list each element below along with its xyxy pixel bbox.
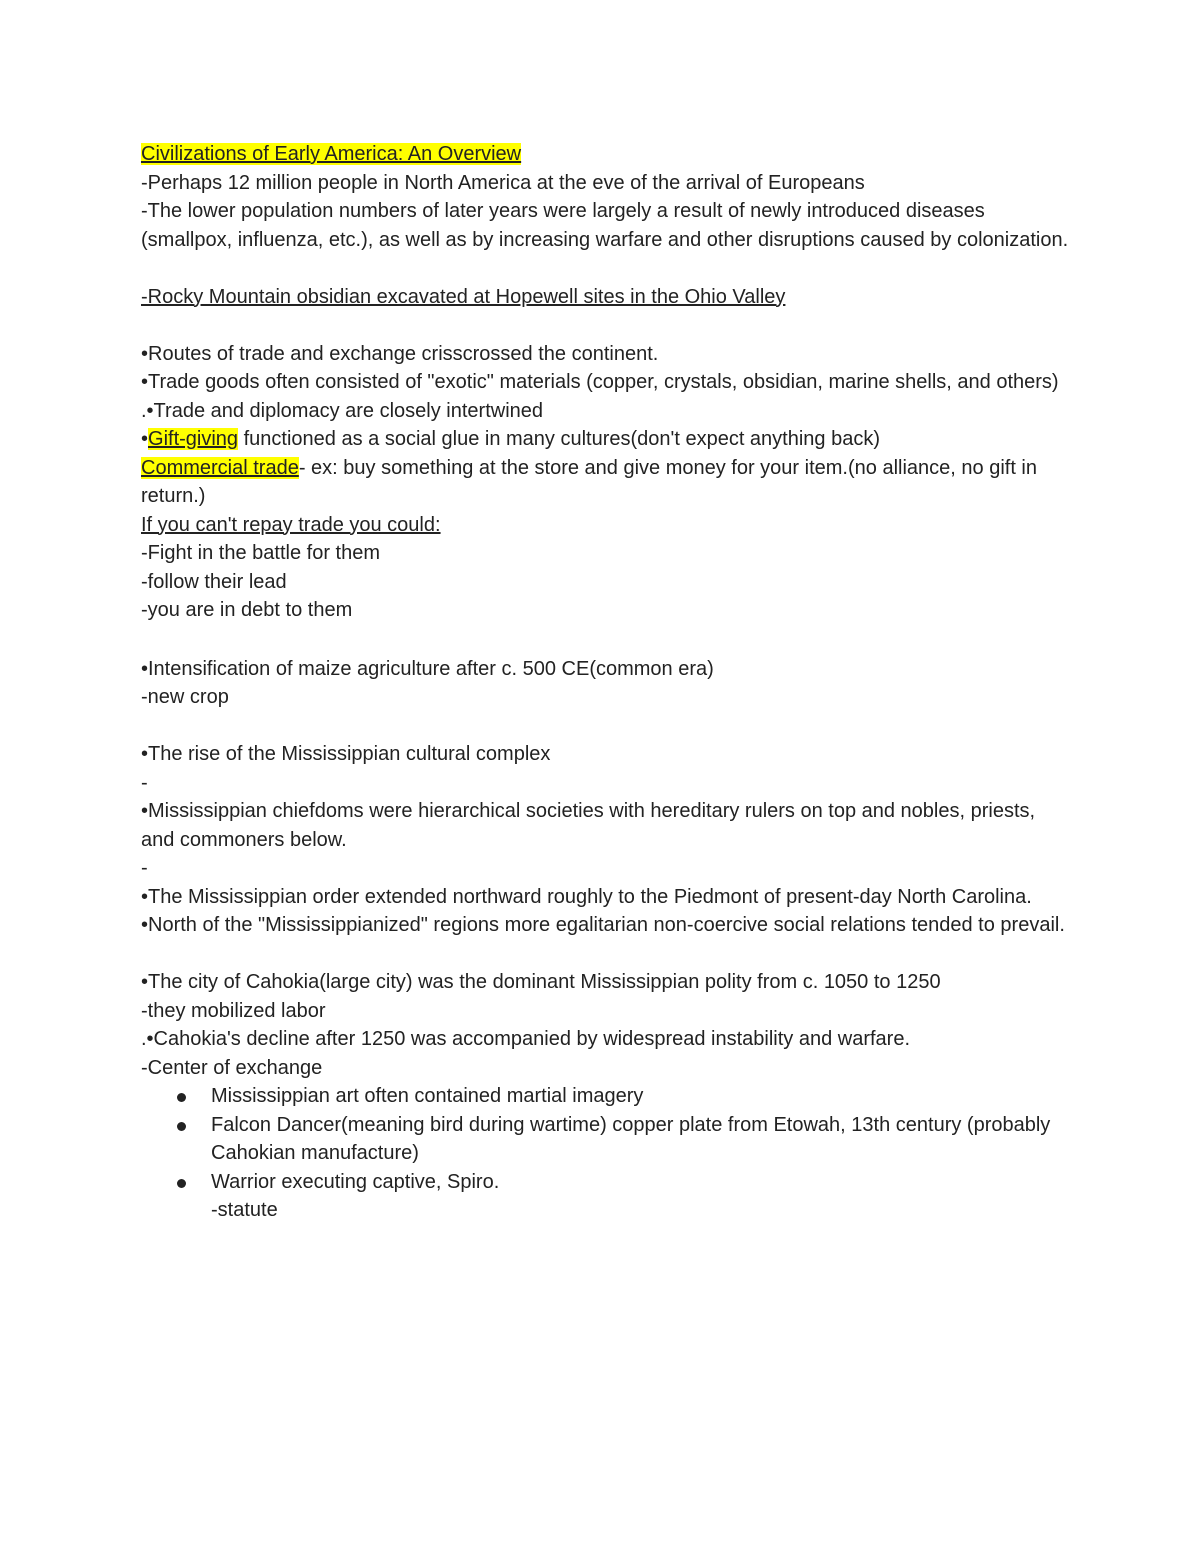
gift-giving-term: Gift-giving bbox=[148, 428, 239, 450]
list-item-text: Falcon Dancer(meaning bird during wartime) copper plate from Etowah, 13th century (probably Cahokian manufacture) bbox=[211, 1113, 1051, 1164]
list-item-text: Warrior executing captive, Spiro. bbox=[211, 1170, 500, 1193]
commercial-trade-text: - ex: buy something at the store and give money for your item.(no alliance, no gift in return.) bbox=[141, 456, 1043, 507]
mississippian-order: •The Mississippian order extended northward roughly to the Piedmont of present-day North Carolina. bbox=[141, 885, 1032, 908]
mississippian-dash: - bbox=[141, 771, 148, 794]
list-item bbox=[211, 1168, 1071, 1197]
cahokia-city: •The city of Cahokia(large city) was the dominant Mississippian polity from c. 1050 to 1250 bbox=[141, 971, 941, 993]
spacer bbox=[141, 311, 1071, 340]
cahokia-exchange: -Center of exchange bbox=[141, 1056, 323, 1079]
repay-item: -you are in debt to them bbox=[141, 599, 353, 621]
repay-item: -follow their lead bbox=[141, 570, 287, 593]
repay-item: -Fight in the battle for them bbox=[141, 542, 381, 564]
commercial-trade-line bbox=[141, 454, 1071, 511]
spacer bbox=[141, 625, 1071, 655]
list-item-text: Mississippian art often contained martial imagery bbox=[211, 1085, 644, 1107]
bullet-icon bbox=[177, 1179, 186, 1188]
mississippian-dash: - bbox=[141, 857, 148, 879]
list-item bbox=[211, 1111, 1071, 1168]
cahokia-decline: .•Cahokia's decline after 1250 was accompanied by widespread instability and warfare. bbox=[141, 1028, 911, 1050]
obsidian-heading: -Rocky Mountain obsidian excavated at Hopewell sites in the Ohio Valley bbox=[141, 285, 786, 308]
document-title-line bbox=[141, 140, 1071, 169]
trade-goods: •Trade goods often consisted of "exotic" materials (copper, crystals, obsidian, marine shells, and others) bbox=[141, 371, 1059, 393]
trade-diplomacy: .•Trade and diplomacy are closely intertwined bbox=[141, 399, 544, 422]
gift-giving-line bbox=[141, 425, 1071, 454]
maize-new-crop: -new crop bbox=[141, 686, 229, 708]
cahokia-labor: -they mobilized labor bbox=[141, 999, 326, 1022]
bullet-icon bbox=[177, 1122, 186, 1131]
gift-bullet: • bbox=[141, 428, 149, 450]
mississippian-chiefdoms: •Mississippian chiefdoms were hierarchical societies with hereditary rulers on top and nobles, priests, and commoners below. bbox=[141, 800, 1041, 851]
bullet-icon bbox=[177, 1093, 186, 1102]
statute-line: -statute bbox=[211, 1199, 278, 1221]
maize-line: •Intensification of maize agriculture after c. 500 CE(common era) bbox=[141, 657, 714, 680]
document-title: Civilizations of Early America: An Overview bbox=[141, 143, 522, 165]
obsidian-heading-line bbox=[141, 283, 1071, 312]
gift-giving-text: functioned as a social glue in many cultures(don't expect anything back) bbox=[238, 428, 881, 450]
spacer bbox=[141, 254, 1071, 283]
mississippian-north: •North of the "Mississippianized" regions more egalitarian non-coercive social relations tended to prevail. bbox=[141, 914, 1065, 936]
repay-heading-line bbox=[141, 511, 1071, 540]
intro-line-1: -Perhaps 12 million people in North America at the eve of the arrival of Europeans bbox=[141, 171, 865, 194]
art-list bbox=[141, 1082, 1071, 1196]
document-page bbox=[141, 140, 1071, 1225]
repay-heading: If you can't repay trade you could: bbox=[141, 513, 441, 536]
spacer bbox=[141, 940, 1071, 969]
mississippian-rise: •The rise of the Mississippian cultural complex bbox=[141, 743, 551, 765]
intro-line-2: -The lower population numbers of later years were largely a result of newly introduced diseases (smallpox, influenza, etc.), as well as by increasing warfare and other disruptions caused by colonization. bbox=[141, 200, 1069, 251]
list-item bbox=[211, 1082, 1071, 1111]
commercial-trade-term: Commercial trade bbox=[141, 456, 299, 479]
spacer bbox=[141, 712, 1071, 741]
trade-routes: •Routes of trade and exchange crisscrossed the continent. bbox=[141, 342, 659, 365]
